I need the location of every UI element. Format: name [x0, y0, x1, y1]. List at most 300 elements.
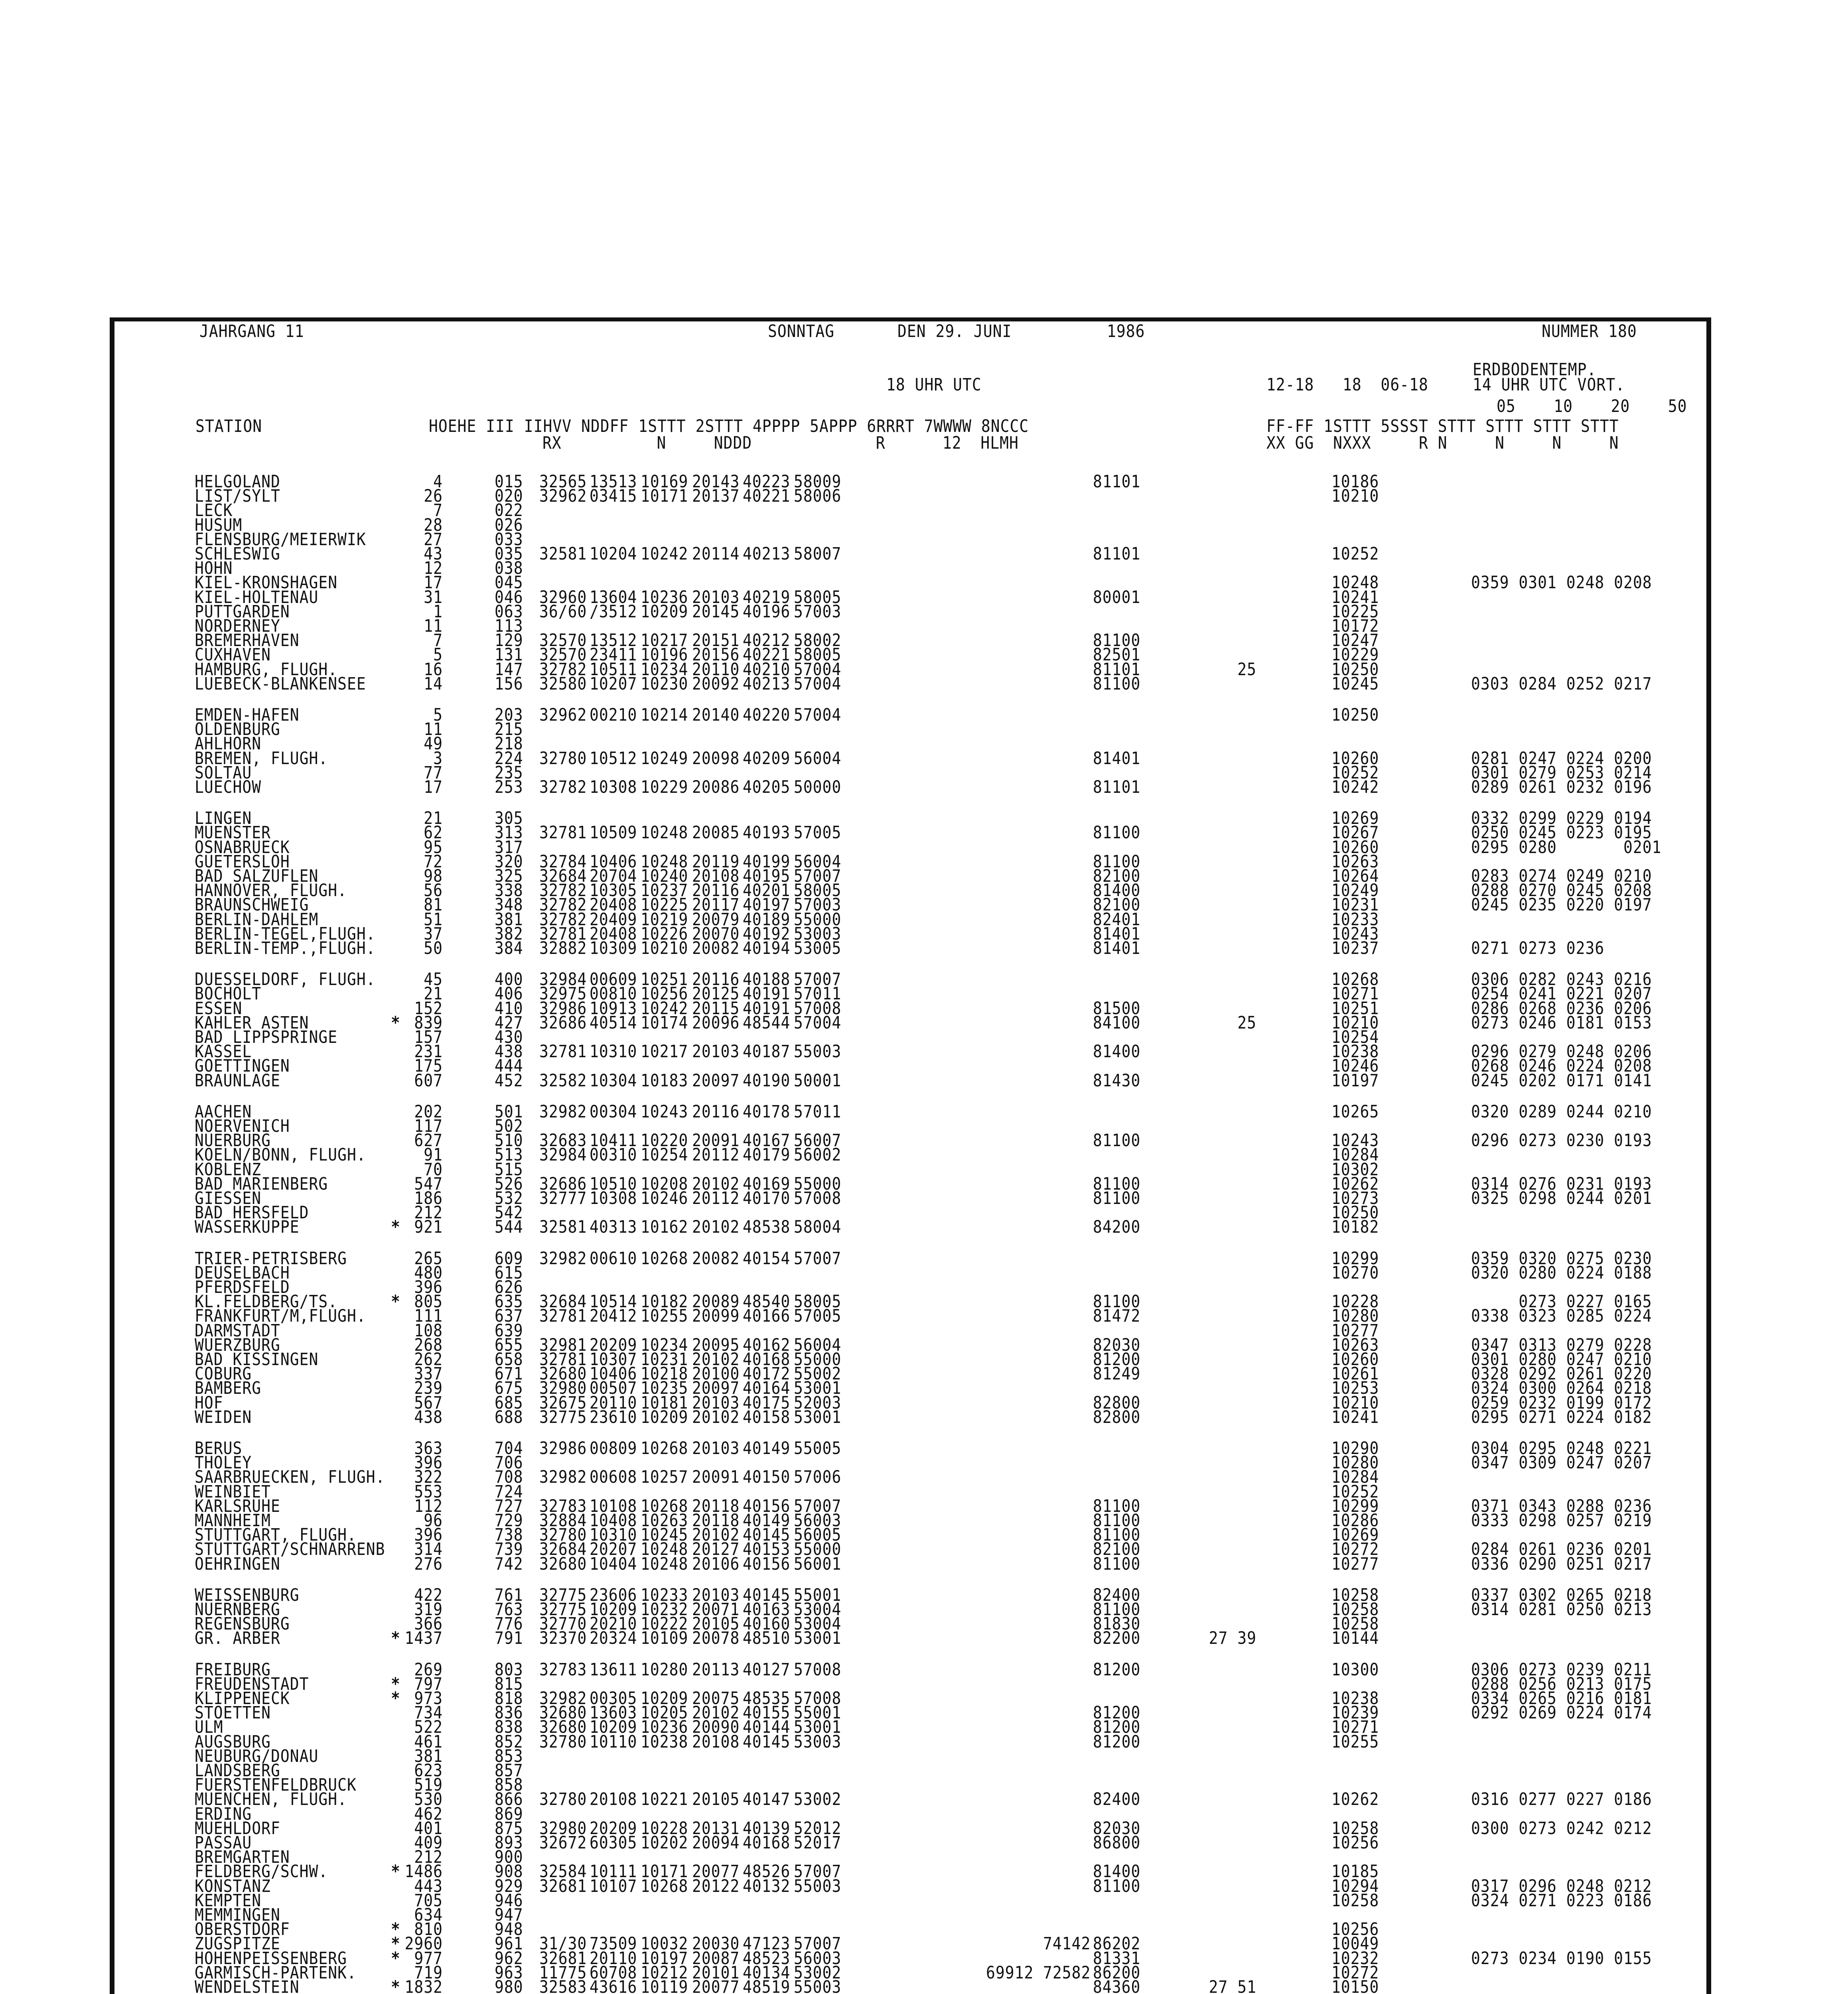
cell-c1: 32962	[539, 705, 587, 725]
cell-hoehe: 1486	[404, 1862, 443, 1882]
cell-c6: 55000	[794, 1174, 842, 1194]
cell-iii: 857	[495, 1760, 523, 1781]
code-columns-row2: RX N NDDD R 12 HLMH	[542, 433, 1019, 453]
cell-c2: 00810	[590, 984, 637, 1004]
cell-hoehe: 1437	[404, 1628, 443, 1648]
cell-iii: 963	[495, 1962, 523, 1982]
cell-iii: 400	[495, 969, 523, 989]
cell-c3: 10255	[641, 1306, 688, 1326]
station-name: BAD KISSINGEN	[195, 1349, 319, 1369]
cell-c4: 20114	[692, 544, 740, 564]
cell-c1: 32775	[539, 1599, 587, 1620]
cell-iii: 763	[495, 1599, 523, 1620]
cell-iii: 947	[495, 1905, 523, 1925]
station-name: WENDELSTEIN	[195, 1977, 300, 1994]
cell-s1: 10185	[1331, 1862, 1379, 1882]
station-name: FUERSTENFELDBRUCK	[195, 1775, 357, 1795]
cell-iii: 384	[495, 938, 523, 958]
cell-iii: 063	[495, 601, 523, 621]
cell-c6: 55000	[794, 1349, 842, 1369]
cell-c9: 81101	[1093, 471, 1141, 492]
cell-c3: 10210	[641, 938, 688, 958]
cell-c3: 10119	[641, 1977, 688, 1994]
cell-ff: 25	[1237, 1013, 1256, 1032]
station-name: LANDSBERG	[195, 1760, 280, 1781]
cell-iii: 253	[495, 777, 523, 797]
station-name: FREUDENSTADT	[195, 1674, 309, 1694]
cell-c3: 10202	[641, 1832, 688, 1853]
cell-c2: 20324	[590, 1628, 637, 1648]
cell-c6: 56003	[794, 1510, 842, 1531]
cell-c1: 36/60	[539, 601, 587, 621]
cell-iii: 791	[495, 1628, 523, 1648]
cell-s1: 10241	[1331, 1407, 1379, 1427]
cell-s1: 10302	[1331, 1159, 1379, 1179]
station-name: MUENSTER	[195, 823, 271, 843]
cell-c2: 10408	[590, 1510, 637, 1531]
cell-c5: 40205	[743, 777, 791, 797]
cell-c2: 10209	[590, 1717, 637, 1737]
cell-hoehe: 530	[414, 1789, 443, 1809]
cell-star: *	[391, 1628, 400, 1648]
cell-c6: 57006	[794, 1467, 842, 1487]
station-name: WASSERKUPPE	[195, 1217, 300, 1237]
cell-c3: 10238	[641, 1732, 688, 1752]
cell-c6: 55000	[794, 1539, 842, 1559]
cell-c9: 81401	[1093, 938, 1141, 958]
cell-c5: 40160	[743, 1614, 791, 1634]
cell-iii: 729	[495, 1510, 523, 1531]
cell-s1: 10252	[1331, 1482, 1379, 1501]
cell-c1: 32781	[539, 924, 587, 944]
cell-c5: 48526	[743, 1862, 791, 1882]
right-columns-row2: XX GG NXXX R N N N N	[1266, 433, 1619, 453]
cell-star: *	[391, 1934, 400, 1954]
cell-hoehe: 337	[414, 1363, 443, 1384]
cell-c5: 40162	[743, 1335, 791, 1355]
cell-hoehe: 276	[414, 1554, 443, 1574]
cell-iii: 671	[495, 1363, 523, 1384]
cell-hoehe: 422	[414, 1585, 443, 1605]
cell-soil: 0314 0276 0231 0193	[1471, 1174, 1652, 1194]
cell-c6: 50000	[794, 777, 842, 797]
cell-iii: 893	[495, 1832, 523, 1853]
cell-c5: 40164	[743, 1378, 791, 1398]
cell-s1: 10245	[1331, 674, 1379, 694]
station-name: THOLEY	[195, 1452, 252, 1473]
station-name: SCHLESWIG	[195, 544, 280, 564]
cell-soil: 0259 0232 0199 0172	[1471, 1393, 1652, 1413]
cell-c3: 10197	[641, 1948, 688, 1968]
cell-iii: 776	[495, 1614, 523, 1634]
cell-c9: 81100	[1093, 1525, 1141, 1545]
cell-s1: 10239	[1331, 1702, 1379, 1723]
cell-c4: 20097	[692, 1378, 740, 1398]
cell-c3: 10248	[641, 1539, 688, 1559]
cell-c1: 32780	[539, 1525, 587, 1545]
cell-c9: 81100	[1093, 1554, 1141, 1574]
cell-c1: 32962	[539, 486, 587, 506]
station-name: MANNHEIM	[195, 1510, 271, 1531]
cell-c2: 10207	[590, 674, 637, 694]
cell-c6: 57007	[794, 866, 842, 886]
station-name: MEMMINGEN	[195, 1905, 280, 1925]
cell-c3: 10222	[641, 1614, 688, 1634]
cell-s1: 10237	[1331, 938, 1379, 958]
cell-c1: 32981	[539, 1335, 587, 1355]
cell-c5: 40168	[743, 1832, 791, 1853]
cell-c3: 10183	[641, 1070, 688, 1090]
cell-c6: 58005	[794, 587, 842, 607]
cell-hoehe: 231	[414, 1041, 443, 1062]
cell-hoehe: 319	[414, 1599, 443, 1620]
cell-c3: 10171	[641, 1862, 688, 1882]
cell-hoehe: 50	[424, 938, 443, 958]
cell-c4: 20108	[692, 1732, 740, 1752]
issue-number: NUMMER 180	[1542, 321, 1637, 341]
cell-c4: 20103	[692, 587, 740, 607]
cell-c3: 10245	[641, 1525, 688, 1545]
cell-c9: 81500	[1093, 998, 1141, 1018]
station-name: NEUBURG/DONAU	[195, 1746, 319, 1766]
cell-c4: 20115	[692, 998, 740, 1018]
station-name: SOLTAU	[195, 763, 252, 782]
cell-c1: 32683	[539, 1130, 587, 1151]
station-name: ESSEN	[195, 998, 243, 1018]
cell-c5: 40212	[743, 630, 791, 650]
cell-ff: 27 51	[1209, 1977, 1256, 1994]
cell-c2: 00304	[590, 1101, 637, 1121]
cell-iii: 961	[495, 1934, 523, 1954]
station-name: PUTTGARDEN	[195, 601, 290, 621]
station-name: KEMPTEN	[195, 1890, 262, 1910]
station-name: FREIBURG	[195, 1659, 271, 1679]
cell-soil: 0268 0246 0224 0208	[1471, 1056, 1652, 1076]
cell-hoehe: 81	[424, 895, 443, 915]
cell-iii: 381	[495, 909, 523, 929]
cell-c2: 20110	[590, 1393, 637, 1413]
cell-c3: 10254	[641, 1145, 688, 1165]
cell-c6: 57004	[794, 705, 842, 725]
cell-soil: 0328 0292 0261 0220	[1471, 1363, 1652, 1384]
period-heading: 12-18 18 06-18	[1266, 374, 1428, 395]
cell-c1: 32680	[539, 1363, 587, 1384]
cell-c5: 40213	[743, 544, 791, 564]
cell-c6: 55003	[794, 1041, 842, 1062]
code-columns-row1: HOEHE III IIHVV NDDFF 1STTT 2STTT 4PPPP 5APPP 6RRRT 7WWWW 8NCCC	[429, 416, 1029, 436]
cell-soil: 0320 0280 0224 0188	[1471, 1263, 1652, 1283]
cell-c2: 00507	[590, 1378, 637, 1398]
station-name: NUERNBERG	[195, 1599, 280, 1620]
cell-soil: 0303 0284 0252 0217	[1471, 674, 1652, 694]
cell-c6: 56005	[794, 1525, 842, 1545]
cell-s1: 10182	[1331, 1217, 1379, 1237]
cell-c1: 32370	[539, 1628, 587, 1648]
station-name: AACHEN	[195, 1101, 252, 1121]
cell-c2: 13604	[590, 587, 637, 607]
cell-c2: 10406	[590, 851, 637, 871]
cell-s1: 10277	[1331, 1554, 1379, 1574]
cell-c3: 10242	[641, 998, 688, 1018]
cell-c5: 40193	[743, 823, 791, 843]
cell-c5: 40153	[743, 1539, 791, 1559]
cell-c4: 20113	[692, 1659, 740, 1679]
cell-c9: 82030	[1093, 1818, 1141, 1838]
station-name: OEHRINGEN	[195, 1554, 280, 1574]
station-name: BRAUNLAGE	[195, 1070, 280, 1090]
cell-s1: 10265	[1331, 1101, 1379, 1121]
station-name: KOELN/BONN, FLUGH.	[195, 1145, 366, 1165]
cell-c9: 81100	[1093, 1876, 1141, 1896]
cell-s1: 10238	[1331, 1688, 1379, 1708]
cell-c9: 84100	[1093, 1013, 1141, 1032]
cell-c4: 20125	[692, 984, 740, 1004]
cell-c2: 23610	[590, 1407, 637, 1427]
cell-soil: 0320 0289 0244 0210	[1471, 1101, 1652, 1121]
cell-c3: 10248	[641, 823, 688, 843]
cell-s1: 10273	[1331, 1188, 1379, 1208]
cell-hoehe: 5	[433, 705, 443, 725]
cell-c9: 81401	[1093, 924, 1141, 944]
cell-c1: 32680	[539, 1717, 587, 1737]
cell-iii: 129	[495, 630, 523, 650]
cell-iii: 948	[495, 1919, 523, 1939]
cell-c5: 40188	[743, 969, 791, 989]
station-name: REGENSBURG	[195, 1614, 290, 1634]
station-name: CUXHAVEN	[195, 645, 271, 665]
cell-s1: 10049	[1331, 1934, 1379, 1954]
cell-c5: 40191	[743, 998, 791, 1018]
cell-c4: 20096	[692, 1013, 740, 1032]
cell-c5: 48519	[743, 1977, 791, 1994]
cell-c5: 40166	[743, 1306, 791, 1326]
cell-c6: 56001	[794, 1554, 842, 1574]
cell-c5: 40209	[743, 748, 791, 768]
cell-c5: 40144	[743, 1717, 791, 1737]
cell-c9: 81100	[1093, 1174, 1141, 1194]
station-name: KIEL-HOLTENAU	[195, 587, 319, 607]
cell-iii: 038	[495, 558, 523, 578]
cell-c4: 20117	[692, 895, 740, 915]
cell-hoehe: 366	[414, 1614, 443, 1634]
cell-c6: 57008	[794, 1659, 842, 1679]
cell-c5: 40163	[743, 1599, 791, 1620]
cell-c9: 82501	[1093, 645, 1141, 665]
cell-c1: 32984	[539, 969, 587, 989]
cell-s1: 10280	[1331, 1306, 1379, 1326]
cell-c5: 40201	[743, 880, 791, 900]
cell-iii: 156	[495, 674, 523, 694]
cell-c6: 57007	[794, 969, 842, 989]
cell-c1: 32583	[539, 1977, 587, 1994]
cell-c2: 20110	[590, 1948, 637, 1968]
cell-hoehe: 27	[424, 529, 443, 549]
cell-c2: 00305	[590, 1688, 637, 1708]
cell-c4: 20116	[692, 1101, 740, 1121]
station-name: BERLIN-DAHLEM	[195, 909, 319, 929]
cell-s1: 10270	[1331, 1263, 1379, 1283]
cell-c5: 40219	[743, 587, 791, 607]
cell-soil: 0314 0281 0250 0213	[1471, 1599, 1652, 1620]
cell-c2: 23606	[590, 1585, 637, 1605]
cell-iii: 838	[495, 1717, 523, 1737]
cell-hoehe: 5	[433, 645, 443, 665]
cell-c3: 10226	[641, 924, 688, 944]
cell-c6: 52012	[794, 1818, 842, 1838]
cell-c2: 13512	[590, 630, 637, 650]
cell-c2: 13513	[590, 471, 637, 492]
cell-c4: 20102	[692, 1407, 740, 1427]
cell-c5: 40155	[743, 1702, 791, 1723]
cell-iii: 609	[495, 1248, 523, 1268]
station-name: HOHN	[195, 558, 233, 578]
station-name: HELGOLAND	[195, 471, 280, 492]
cell-iii: 815	[495, 1674, 523, 1694]
cell-c4: 20077	[692, 1862, 740, 1882]
cell-soil: 0286 0268 0236 0206	[1471, 998, 1652, 1018]
cell-hoehe: 212	[414, 1202, 443, 1223]
cell-c2: 00809	[590, 1438, 637, 1458]
cell-s1: 10290	[1331, 1438, 1379, 1458]
station-name: KOBLENZ	[195, 1159, 262, 1179]
cell-iii: 626	[495, 1277, 523, 1297]
cell-c9: 81331	[1093, 1948, 1141, 1968]
cell-c2: 20210	[590, 1614, 637, 1634]
cell-s1: 10263	[1331, 1335, 1379, 1355]
cell-iii: 724	[495, 1482, 523, 1501]
cell-c6: 53004	[794, 1599, 842, 1620]
cell-iii: 738	[495, 1525, 523, 1545]
cell-soil: 0300 0273 0242 0212	[1471, 1818, 1652, 1838]
cell-c6: 53004	[794, 1614, 842, 1634]
cell-s1: 10252	[1331, 763, 1379, 782]
cell-c9: 82100	[1093, 895, 1141, 915]
cell-c1: 32986	[539, 1438, 587, 1458]
cell-ff: 27 39	[1209, 1628, 1256, 1648]
cell-hoehe: 634	[414, 1905, 443, 1925]
cell-hoehe: 396	[414, 1525, 443, 1545]
cell-c9: 86202	[1093, 1934, 1141, 1954]
cell-c4: 20110	[692, 659, 740, 679]
cell-c4: 20106	[692, 1554, 740, 1574]
cell-c2: 60305	[590, 1832, 637, 1853]
cell-c4: 20095	[692, 1335, 740, 1355]
cell-c5: 40179	[743, 1145, 791, 1165]
cell-c9: 81100	[1093, 851, 1141, 871]
cell-c9: 81200	[1093, 1349, 1141, 1369]
cell-c1: 32684	[539, 866, 587, 886]
cell-c2: 40313	[590, 1217, 637, 1237]
cell-c9: 84200	[1093, 1217, 1141, 1237]
cell-c2: 10509	[590, 823, 637, 843]
cell-hoehe: 401	[414, 1818, 443, 1838]
cell-c2: 73509	[590, 1934, 637, 1954]
cell-hoehe: 839	[414, 1013, 443, 1032]
cell-c1: 32775	[539, 1407, 587, 1427]
cell-hoehe: 239	[414, 1378, 443, 1398]
cell-iii: 444	[495, 1056, 523, 1076]
station-name: WUERZBURG	[195, 1335, 280, 1355]
cell-c5: 40196	[743, 601, 791, 621]
cell-c1: 32982	[539, 1248, 587, 1268]
cell-c3: 10234	[641, 659, 688, 679]
cell-c3: 10256	[641, 984, 688, 1004]
cell-c1: 32770	[539, 1614, 587, 1634]
cell-hoehe: 268	[414, 1335, 443, 1355]
cell-c3: 10228	[641, 1818, 688, 1838]
cell-iii: 325	[495, 866, 523, 886]
cell-star: *	[391, 1688, 400, 1708]
cell-s1: 10299	[1331, 1496, 1379, 1516]
cell-s1: 10269	[1331, 808, 1379, 828]
cell-c2: 20108	[590, 1789, 637, 1809]
cell-c5: 40189	[743, 909, 791, 929]
cell-c4: 20103	[692, 1438, 740, 1458]
cell-hoehe: 37	[424, 924, 443, 944]
cell-hoehe: 62	[424, 823, 443, 843]
cell-c6: 57005	[794, 823, 842, 843]
station-name: NUERBURG	[195, 1130, 271, 1151]
cell-c1: 32780	[539, 1789, 587, 1809]
cell-c4: 20078	[692, 1628, 740, 1648]
cell-c6: 53003	[794, 1732, 842, 1752]
cell-iii: 035	[495, 544, 523, 564]
cell-iii: 045	[495, 573, 523, 593]
cell-c1: 11775	[539, 1962, 587, 1982]
cell-c9: 81100	[1093, 1510, 1141, 1531]
station-name: BREMGARTEN	[195, 1847, 290, 1867]
cell-iii: 858	[495, 1775, 523, 1795]
station-name: LECK	[195, 500, 233, 520]
station-name: BRAUNSCHWEIG	[195, 895, 309, 915]
cell-iii: 147	[495, 659, 523, 679]
cell-c4: 20127	[692, 1539, 740, 1559]
cell-c4: 20097	[692, 1070, 740, 1090]
station-name: HOHENPEISSENBERG	[195, 1948, 347, 1968]
cell-c3: 10268	[641, 1438, 688, 1458]
cell-iii: 875	[495, 1818, 523, 1838]
cell-c6: 58005	[794, 1291, 842, 1312]
station-name: HAMBURG, FLUGH.	[195, 659, 338, 679]
cell-iii: 033	[495, 529, 523, 549]
cell-c1: 32777	[539, 1188, 587, 1208]
cell-c6: 53002	[794, 1789, 842, 1809]
cell-hoehe: 152	[414, 998, 443, 1018]
cell-c5: 40154	[743, 1248, 791, 1268]
cell-c9: 80001	[1093, 587, 1141, 607]
cell-c1: 32686	[539, 1013, 587, 1032]
cell-iii: 708	[495, 1467, 523, 1487]
cell-c1: 32782	[539, 659, 587, 679]
cell-c6: 53003	[794, 924, 842, 944]
cell-hoehe: 21	[424, 984, 443, 1004]
cell-iii: 688	[495, 1407, 523, 1427]
cell-s1: 10255	[1331, 1732, 1379, 1752]
cell-c3: 10236	[641, 1717, 688, 1737]
cell-c2: 10512	[590, 748, 637, 768]
cell-s1: 10242	[1331, 777, 1379, 797]
station-name: KL.FELDBERG/TS.	[195, 1291, 338, 1312]
cell-c3: 10219	[641, 909, 688, 929]
cell-iii: 962	[495, 1948, 523, 1968]
cell-c6: 57005	[794, 1306, 842, 1326]
cell-iii: 635	[495, 1291, 523, 1312]
cell-c5: 40221	[743, 486, 791, 506]
cell-c1: 32884	[539, 1510, 587, 1531]
cell-soil: 0250 0245 0223 0195	[1471, 823, 1652, 843]
cell-c3: 10243	[641, 1101, 688, 1121]
cell-s1: 10272	[1331, 1539, 1379, 1559]
